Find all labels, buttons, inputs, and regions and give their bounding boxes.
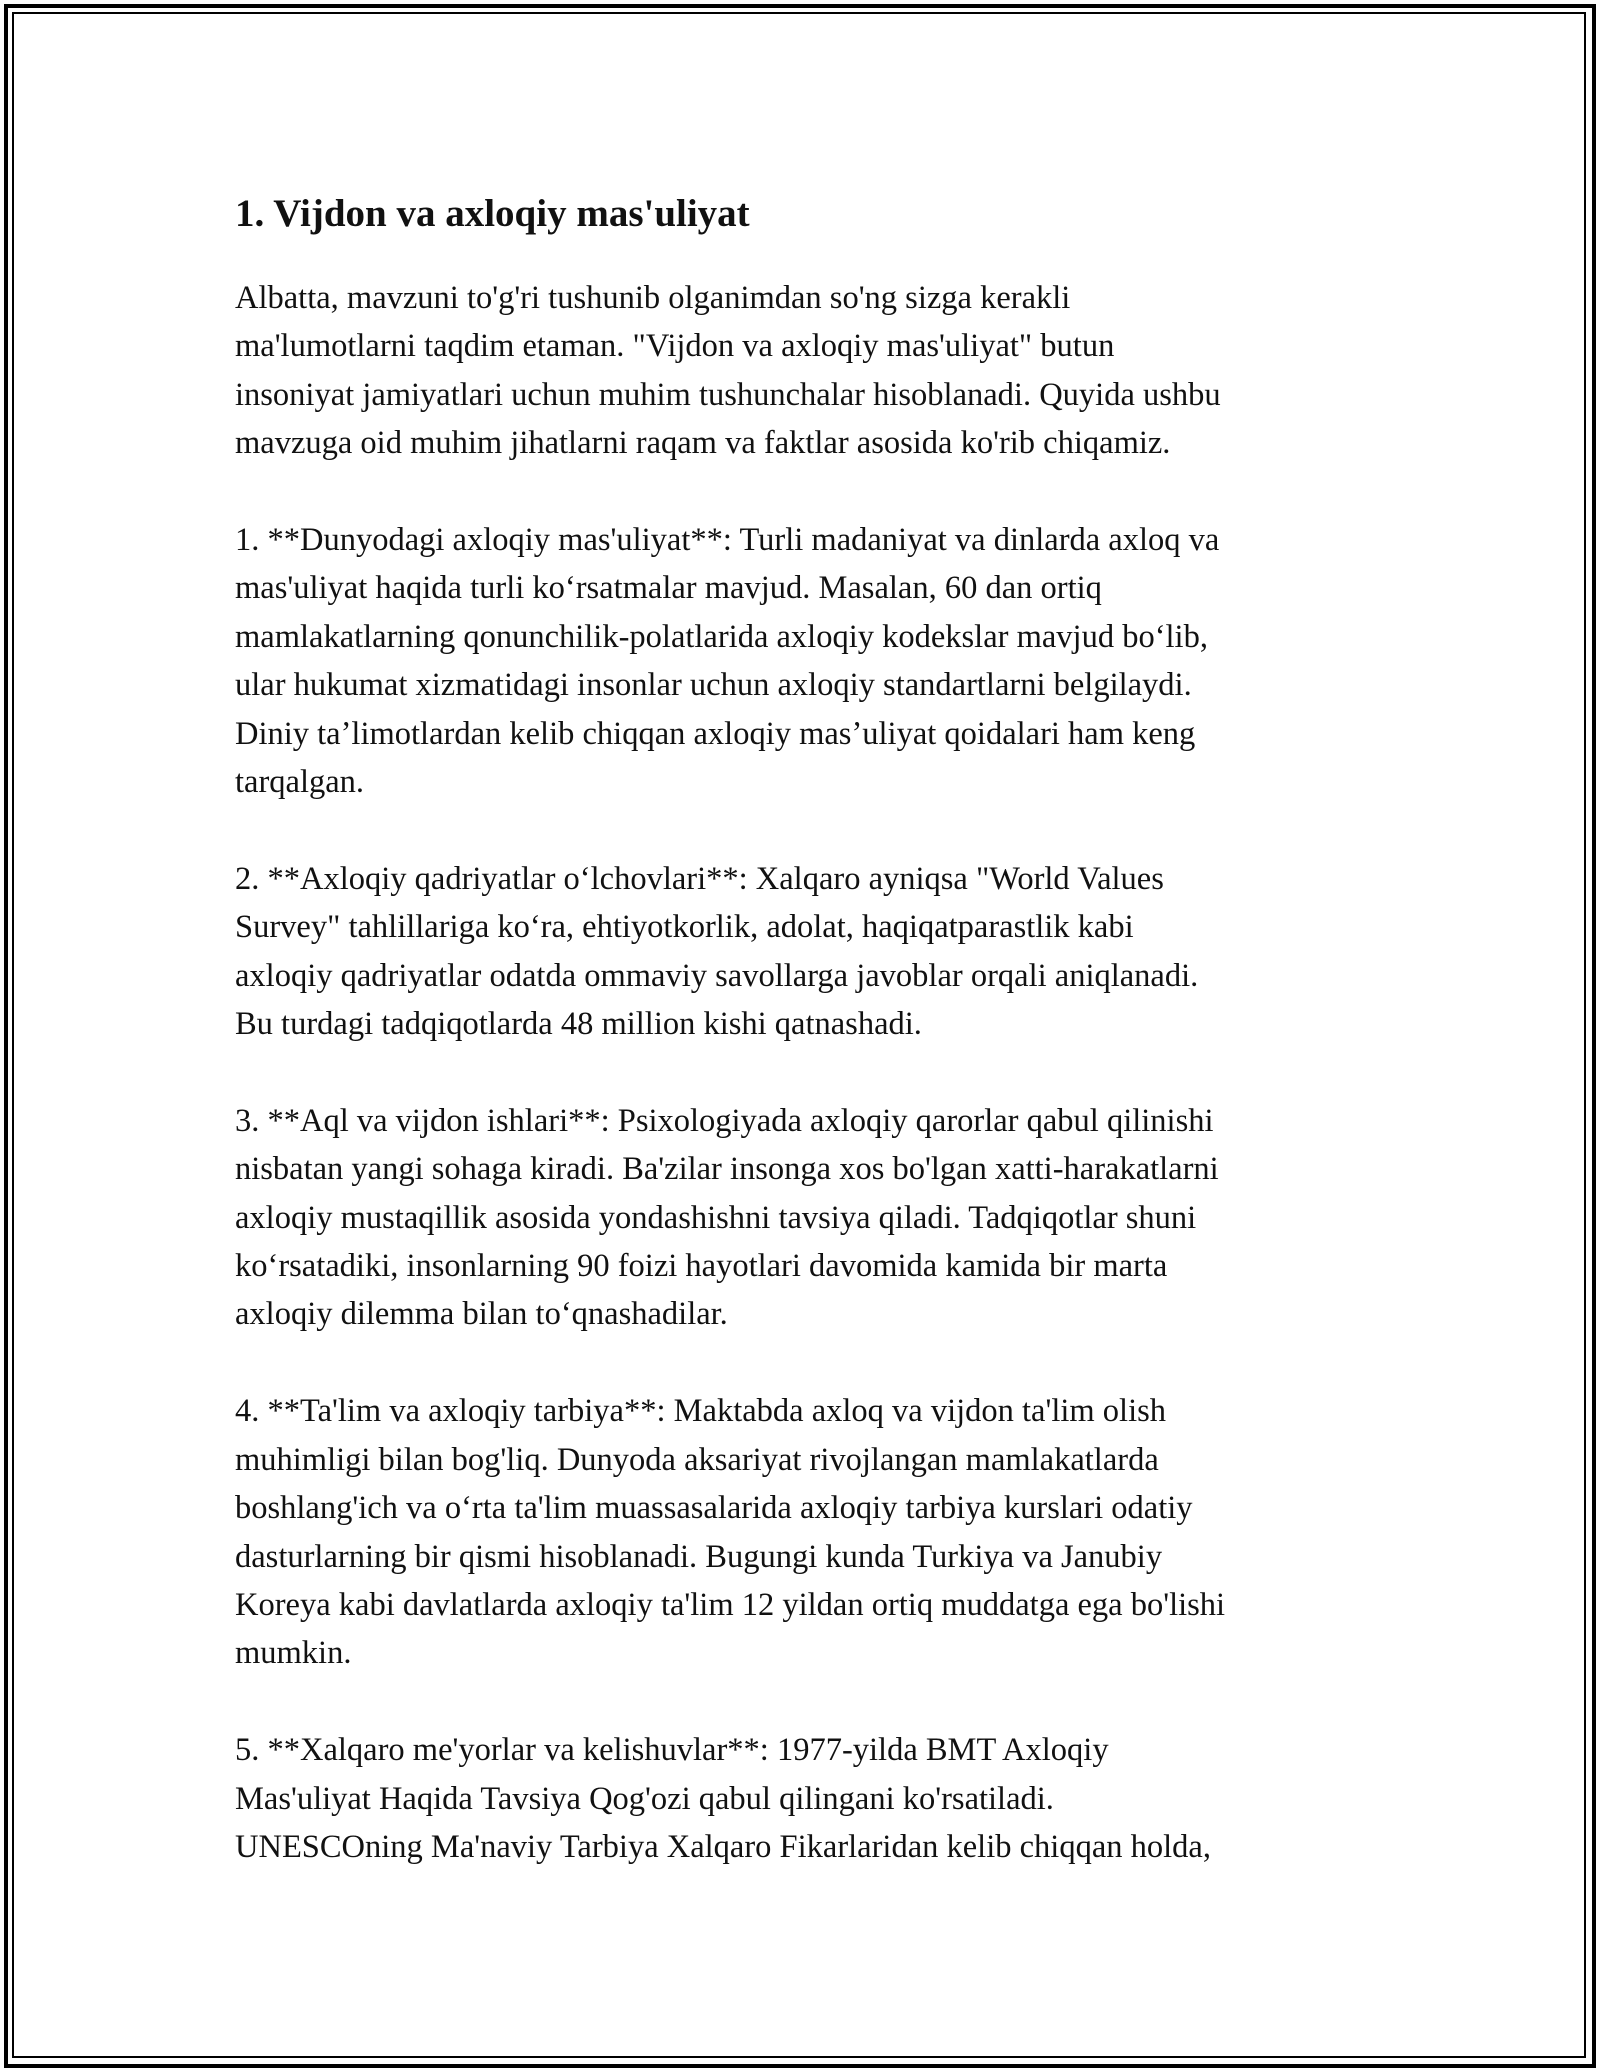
point-3-paragraph: 3. **Aql va vijdon ishlari**: Psixologiyada axloqiy qarorlar qabul qilinishi nisbatan yangi sohaga kiradi. Ba'zilar insonga xos bo'lgan xatti-harakatlarni axloqiy mustaqillik asosida yondashishni tavsiya qiladi. Tadqiqotlar shuni koʻrsatadiki, insonlarning 90 foizi hayotlari davomida kamida bir marta axloqiy dilemma bilan toʻqnashadilar. <box>235 1102 1219 1333</box>
point-5-paragraph: 5. **Xalqaro me'yorlar va kelishuvlar**: 1977-yilda BMT Axloqiy Mas'uliyat Haqida Tavsiya Qog'ozi qabul qilingani ko'rsatiladi. UNESCOning Ma'naviy Tarbiya Xalqaro Fikarlaridan kelib chiqqan holda, <box>235 1732 1211 1865</box>
document-title: 1. Vijdon va axloqiy mas'uliyat <box>235 192 750 235</box>
point-4-paragraph: 4. **Ta'lim va axloqiy tarbiya**: Maktabda axloq va vijdon ta'lim olish muhimligi bilan bog'liq. Dunyoda aksariyat rivojlangan mamlakatlarda boshlang'ich va oʻrta ta'lim muassasalarida axloqiy tarbiya kurslari odatiy dasturlarning bir qismi hisoblanadi. Bugungi kunda Turkiya va Janubiy Koreya kabi davlatlarda axloqiy ta'lim 12 yildan ortiq muddatga ega bo'lishi mumkin. <box>235 1393 1226 1672</box>
point-1-paragraph: 1. **Dunyodagi axloqiy mas'uliyat**: Turli madaniyat va dinlarda axloq va mas'uliyat haqida turli koʻrsatmalar mavjud. Masalan, 60 dan ortiq mamlakatlarning qonunchilik-polatlarida axloqiy kodekslar mavjud boʻlib, ular hukumat xizmatidagi insonlar uchun axloqiy standartlarni belgilaydi. Diniy taʼlimotlardan kelib chiqqan axloqiy masʼuliyat qoidalari ham keng tarqalgan. <box>235 522 1220 801</box>
point-2-paragraph: 2. **Axloqiy qadriyatlar oʻlchovlari**: Xalqaro ayniqsa "World Values Survey" tahlillariga koʻra, ehtiyotkorlik, adolat, haqiqatparastlik kabi axloqiy qadriyatlar odatda ommaviy savollarga javoblar orqali aniqlanadi. Bu turdagi tadqiqotlarda 48 million kishi qatnashadi. <box>235 860 1199 1043</box>
document-body <box>235 188 1365 1871</box>
intro-paragraph: Albatta, mavzuni to'g'ri tushunib olganimdan so'ng sizga kerakli ma'lumotlarni taqdim etaman. "Vijdon va axloqiy mas'uliyat" butun insoniyat jamiyatlari uchun muhim tushunchalar hisoblanadi. Quyida ushbu mavzuga oid muhim jihatlarni raqam va faktlar asosida ko'rib chiqamiz. <box>235 280 1221 462</box>
